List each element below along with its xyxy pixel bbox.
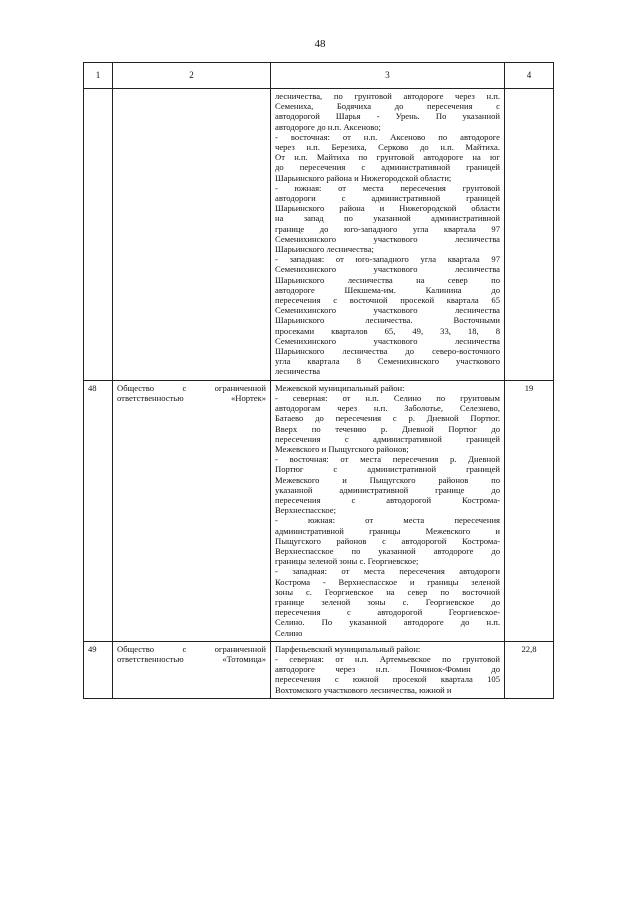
description-line: Шарьинского лесничества; bbox=[275, 244, 374, 255]
description-line: Селино. По указанной автодороге до н.п. bbox=[275, 617, 500, 628]
description-line: границы зеленой зоны с. Георгиевское; bbox=[275, 556, 419, 567]
header-col-3: 3 bbox=[271, 63, 505, 89]
organization-cell bbox=[113, 380, 271, 641]
area-value bbox=[505, 89, 554, 381]
description-line: на запад по указанной административной bbox=[275, 213, 500, 224]
description-line: угла квартала 8 Семенихинского участкового bbox=[275, 356, 500, 367]
header-col-2: 2 bbox=[113, 63, 271, 89]
area-value: 22,8 bbox=[505, 641, 554, 698]
description-line: Кострома - Верхнеспасское и границы зеленой bbox=[275, 576, 500, 587]
description-line: Шарьинского лесничества. Восточными bbox=[275, 315, 500, 326]
description-line: - восточная: от места пересечения р. Дневной bbox=[275, 454, 500, 465]
description-line: - западная: от места пересечения автодороги bbox=[275, 566, 500, 577]
description-line: Семенихинского участкового лесничества bbox=[275, 335, 500, 346]
description-line: Пыщугского районов с автодорогой Кострома- bbox=[275, 535, 500, 546]
table-row bbox=[84, 89, 554, 381]
description-line: Межевского и Пыщугского районов; bbox=[275, 443, 409, 454]
description-line: границе зеленой зоны с. Георгиевское до bbox=[275, 596, 500, 607]
description-line: лесничества, по грунтовой автодороге через н.п. bbox=[275, 91, 500, 101]
description-line: просеками кварталов 65, 49, 33, 18, 8 bbox=[275, 325, 500, 336]
organization-name-line: Общество с ограниченной bbox=[117, 643, 266, 654]
table-row bbox=[84, 380, 554, 641]
description-line: Семениха, Бодячиха до пересечения с bbox=[275, 101, 500, 112]
description-line: Шарьинского района и Нижегородской области bbox=[275, 203, 500, 214]
description-line: - северная: от н.п. Селино по грунтовым bbox=[275, 392, 500, 403]
description-line: автодорогой Шарья - Урень. По указанной bbox=[275, 111, 500, 122]
description-line: указанной административной границе до bbox=[275, 484, 500, 495]
description-line: - южная: от места пересечения грунтовой bbox=[275, 182, 500, 193]
description-line: Семенихинского участкового лесничества bbox=[275, 305, 500, 316]
header-col-4: 4 bbox=[505, 63, 554, 89]
table-header-row bbox=[84, 63, 554, 89]
description-line: административной границы Межевского и bbox=[275, 525, 500, 536]
description-line: Селино bbox=[275, 627, 303, 638]
description-line: Шарьинского лесничества на север по bbox=[275, 274, 500, 285]
organization-name-line: ответственностью «Нортек» bbox=[117, 392, 266, 403]
row-number: 49 bbox=[84, 641, 113, 698]
description-line: - северная: от н.п. Артемьевское по грунтовой bbox=[275, 653, 500, 664]
description-line: пересечения с автодорогой Георгиевское- bbox=[275, 607, 500, 618]
description-line: Батаево до пересечения с р. Дневной Портюг. bbox=[275, 413, 500, 424]
description-line: Вохтомского участкового лесничества, южной и bbox=[275, 684, 452, 695]
description-line: Верхнеспасское; bbox=[275, 505, 336, 516]
description-line: пересечения с восточной просекой квартала 65 bbox=[275, 295, 500, 306]
description-line: Семенихинского участкового лесничества bbox=[275, 233, 500, 244]
description-line: автодороге до н.п. Аксеново; bbox=[275, 121, 381, 132]
organization-cell bbox=[113, 641, 271, 698]
organization-cell bbox=[113, 89, 271, 381]
description-line: автодороги с административной границей bbox=[275, 193, 500, 204]
row-number bbox=[84, 89, 113, 381]
boundary-description-cell bbox=[271, 380, 505, 641]
description-line: Парфеньевский муниципальный район: bbox=[275, 643, 421, 654]
description-line: через н.п. Березиха, Серково до н.п. Майтиха. bbox=[275, 142, 500, 153]
description-line: зоны с. Георгиевское на север по восточной bbox=[275, 586, 500, 597]
description-line: Верхнеспасское по указанной автодороге до bbox=[275, 545, 500, 556]
header-col-1: 1 bbox=[84, 63, 113, 89]
organization-name-line: ответственностью «Тотомица» bbox=[117, 653, 266, 664]
boundary-description-cell bbox=[271, 89, 505, 381]
organization-name-line: Общество с ограниченной bbox=[117, 382, 266, 393]
description-line: Шарьинского лесничества до северо-восточного bbox=[275, 346, 500, 357]
description-line: до пересечения с административной границей bbox=[275, 162, 500, 173]
description-line: Портюг с административной границей bbox=[275, 464, 500, 475]
description-line: автодороге через н.п. Починок-Фомин до bbox=[275, 664, 500, 675]
description-line: Семенихинского участкового лесничества bbox=[275, 264, 500, 275]
description-line: - восточная: от н.п. Аксеново по автодороге bbox=[275, 131, 500, 142]
document-table bbox=[83, 62, 554, 699]
description-line: - южная: от места пересечения bbox=[275, 515, 500, 526]
description-line: пересечения с автодорогой Кострома- bbox=[275, 494, 500, 505]
area-value: 19 bbox=[505, 380, 554, 641]
boundary-description-cell bbox=[271, 641, 505, 698]
page-number: 48 bbox=[314, 38, 326, 50]
description-line: - западная: от юго-западного угла квартала 97 bbox=[275, 254, 500, 265]
description-line: пересечения с административной границей bbox=[275, 433, 500, 444]
description-line: лесничества bbox=[275, 366, 321, 377]
description-line: автодороге Шекшема-им. Калинина до bbox=[275, 284, 500, 295]
description-line: Шарьинского района и Нижегородской области; bbox=[275, 172, 452, 183]
row-number: 48 bbox=[84, 380, 113, 641]
description-line: границе до юго-западного угла квартала 97 bbox=[275, 223, 500, 234]
description-line: От н.п. Майтиха по грунтовой автодороге на юг bbox=[275, 152, 500, 163]
description-line: Межевского и Пыщугского районов по bbox=[275, 474, 500, 485]
description-line: Вверх по течению р. Дневной Портюг до bbox=[275, 423, 500, 434]
table-row bbox=[84, 641, 554, 698]
description-line: пересечения с южной просекой квартала 105 bbox=[275, 674, 500, 685]
description-line: автодорогам через н.п. Заболотье, Селезнево, bbox=[275, 403, 500, 414]
description-line: Межевской муниципальный район: bbox=[275, 382, 405, 393]
